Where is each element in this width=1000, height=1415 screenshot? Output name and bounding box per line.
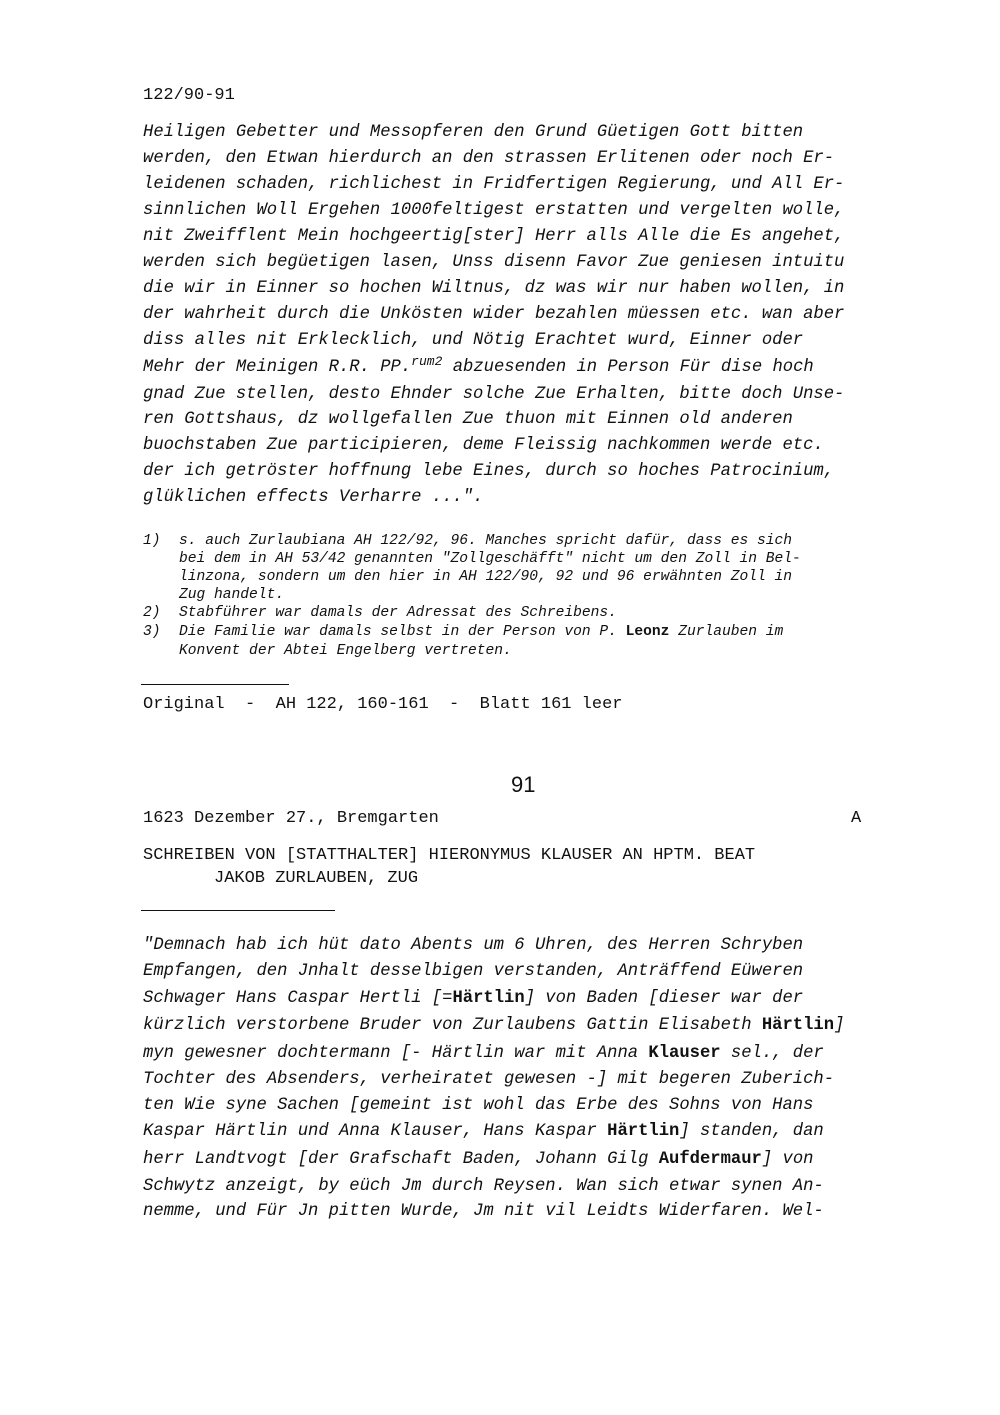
text-line [143,1150,813,1169]
text-line: nemme, und Für Jn pitten Wurde, Jm nit vil Leidts Widerfaren. Wel- [143,1202,824,1221]
text-segment: Schwager Hans Caspar Hertli [= [143,989,453,1008]
document-heading-line: JAKOB ZURLAUBEN, ZUG [214,869,419,888]
text-segment: sel., der [720,1044,824,1063]
text-line [143,354,814,377]
text-line: leidenen schaden, richlichest in Fridfertigen Regierung, und All Er- [143,175,845,194]
text-line: werden sich begüetigen lasen, Unss disenn Favor Zue geniesen intuitu [143,253,845,272]
bold-name: Aufdermaur [658,1150,762,1169]
text-line: gnad Zue stellen, desto Ehnder solche Zue Erhalten, bitte doch Unse- [143,385,845,404]
text-segment: Kaspar Härtlin und Anna Klauser, Hans Kaspar [143,1122,608,1141]
text-segment: Mehr der Meinigen R.R. PP. [143,358,412,377]
text-segment: ] von Baden [dieser war der [524,989,804,1008]
bold-name: Härtlin [452,989,525,1008]
text-segment: ] [834,1016,845,1035]
document-letter: A [851,809,862,828]
text-line: werden, den Etwan hierdurch an den strassen Erlitenen oder noch Er- [143,149,835,168]
text-line: nit Zweifflent Mein hochgeertig[ster] Herr alls Alle die Es angehet, [143,227,845,246]
text-line [143,989,803,1008]
document-heading-line: SCHREIBEN VON [STATTHALTER] HIERONYMUS KLAUSER AN HPTM. BEAT [143,846,756,865]
text-line: "Demnach hab ich hüt dato Abents um 6 Uhren, des Herren Schryben [143,936,804,955]
text-line: ten Wie syne Sachen [gemeint ist wohl das Erbe des Sohns von Hans [143,1096,814,1115]
text-line: sinnlichen Woll Ergehen 1000feltigest erstatten und vergelten wolle, [143,201,845,220]
text-line: Empfangen, den Jnhalt desselbigen verstanden, Anträffend Eüweren [143,962,804,981]
text-segment: herr Landtvogt [der Grafschaft Baden, Johann Gilg [143,1150,659,1169]
text-line: diss alles nit Erklecklich, und Nötig Erachtet wurd, Einner oder [143,331,804,350]
text-segment: Zurlauben im [669,624,784,640]
text-line: der ich getröster hoffnung lebe Eines, durch so hoches Patrocinium, [143,462,835,481]
footnote-line: Konvent der Abtei Engelberg vertreten. [179,643,512,659]
text-line: glüklichen effects Verharre ...". [143,488,484,507]
date-place: 1623 Dezember 27., Bremgarten [143,809,439,828]
bold-name: Klauser [648,1044,721,1063]
footnote-number: 2) [143,605,161,621]
text-line: die wir in Einner so hochen Wiltnus, dz was wir nur haben wollen, in [143,279,845,298]
footnote-line: Stabführer war damals der Adressat des Schreibens. [179,605,617,621]
text-segment: ] standen, dan [679,1122,824,1141]
footnote-line: s. auch Zurlaubiana AH 122/92, 96. Manches spricht dafür, dass es sich [179,533,793,549]
footnote-number: 1) [143,533,161,549]
text-line: der wahrheit durch die Unkösten wider bezahlen müessen etc. wan aber [143,305,845,324]
text-line: Tochter des Absenders, verheiratet gewesen -] mit begeren Zuberich- [143,1070,835,1089]
bold-name: Leonz [625,624,670,640]
footnote-line: linzona, sondern um den hier in AH 122/90, 92 und 96 erwähnten Zoll in [179,569,793,585]
divider-rule [141,684,289,685]
bold-name: Härtlin [761,1016,835,1035]
text-line: Schwytz anzeigt, by eüch Jm durch Reysen. Wan sich etwar synen An- [143,1177,824,1196]
text-line: Heiligen Gebetter und Messopferen den Grund Güetigen Gott bitten [143,123,804,142]
text-segment: Die Familie war damals selbst in der Person von P. [179,624,626,640]
text-line [143,1122,824,1141]
footnote-line: Zug handelt. [179,587,285,603]
document-number: 91 [511,772,536,797]
superscript: rum2 [411,354,443,369]
footnote-line [179,624,783,640]
text-line: buochstaben Zue participieren, deme Fleissig nachkommen werde etc. [143,436,824,455]
text-line [143,1016,844,1035]
footnote-number: 3) [143,624,161,640]
page-reference: 122/90-91 [143,86,235,105]
text-segment: abzuesenden in Person Für dise hoch [442,358,814,377]
original-source-line: Original - AH 122, 160-161 - Blatt 161 leer [143,695,623,714]
text-line: ren Gottshaus, dz wollgefallen Zue thuon mit Einnen old anderen [143,410,793,429]
bold-name: Härtlin [607,1122,680,1141]
divider-rule [141,910,335,911]
footnote-line: bei dem in AH 53/42 genannten "Zollgeschäfft" nicht um den Zoll in Bel- [179,551,801,567]
text-segment: ] von [761,1150,814,1169]
text-segment: kürzlich verstorbene Bruder von Zurlaubens Gattin Elisabeth [143,1016,762,1035]
text-line [143,1044,824,1063]
text-segment: myn gewesner dochtermann [- Härtlin war mit Anna [143,1044,649,1063]
